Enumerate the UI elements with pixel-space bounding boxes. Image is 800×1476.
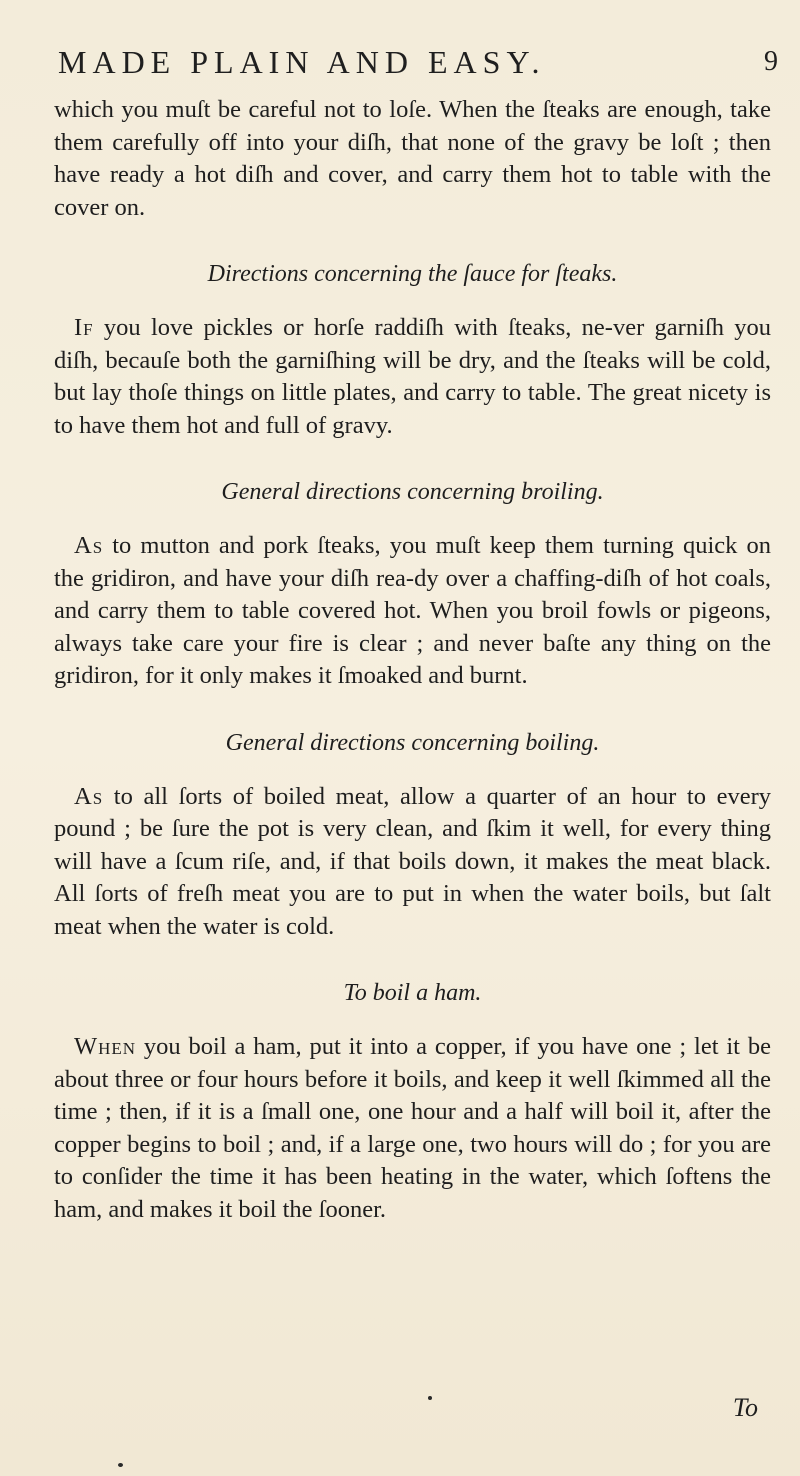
ink-blot-mark <box>428 1396 432 1400</box>
paragraph-broiling <box>54 530 771 693</box>
paragraph-lead-word: If <box>74 314 94 341</box>
paragraph-lead-word: As <box>74 782 104 810</box>
ink-blot-mark <box>118 1463 123 1467</box>
heading-boiling: General directions concerning boiling. <box>225 729 600 756</box>
paragraph-text: which you muſt be careful not to loſe. When the ſteaks are enough, take them carefully off into your diſh, that none of the gravy be loſt ; then have ready a hot diſh and cover, and carry them hot to table with the cover on. <box>54 96 771 221</box>
page-body <box>54 94 771 1226</box>
heading-sauce-for-steaks: Directions concerning the ſauce for ſteaks. <box>207 261 618 287</box>
paragraph-text: to mutton and pork ſteaks, you muſt keep them turning quick on the gridiron, and have your diſh rea-dy over a chaffing-diſh of hot coals, and carry them to table covered hot. When you broil fowls or pigeons, always take care your fire is clear ; and never baſte any thing on the gridiron, for it only makes it ſmoaked and burnt. <box>54 532 771 689</box>
paragraph-lead-word: As <box>74 532 104 559</box>
catchword: To <box>732 1393 758 1422</box>
running-head: MADE PLAIN AND EASY. <box>58 44 546 80</box>
paragraph-sauce-for-steaks <box>54 312 771 442</box>
page-number: 9 <box>764 46 778 77</box>
heading-boil-a-ham: To boil a ham. <box>343 980 482 1006</box>
paragraph-text: you boil a ham, put it into a copper, if you have one ; let it be about three or four hours before it boils, and keep it well ſkimmed all the time ; then, if it is a ſmall one, one hour and a half will boil it, after the copper begins to boil ; and, if a large one, two hours will do ; for you are to conſider the time it has been heating in the water, which ſoftens the ham, and makes it boil the ſooner. <box>54 1033 771 1223</box>
page-header <box>58 40 778 96</box>
paragraph-steaks-end <box>54 94 771 224</box>
heading-broiling: General directions concerning broiling. <box>221 479 604 505</box>
paragraph-text: you love pickles or horſe raddiſh with ſteaks, ne-ver garniſh you diſh, becauſe both the garniſhing will be dry, and the ſteaks will be cold, but lay thoſe things on little plates, and carry to table. The great nicety is to have them hot and full of gravy. <box>54 314 771 439</box>
paragraph-boil-a-ham <box>54 1031 771 1226</box>
paragraph-text: to all ſorts of boiled meat, allow a quarter of an hour to every pound ; be ſure the pot is very clean, and ſkim it well, for every thing will have a ſcum riſe, and, if that boils down, it makes the meat black. All ſorts of freſh meat you are to put in when the water boils, but ſalt meat when the water is cold. <box>54 782 771 940</box>
paragraph-lead-word: When <box>74 1033 137 1060</box>
paragraph-boiling <box>54 781 771 944</box>
